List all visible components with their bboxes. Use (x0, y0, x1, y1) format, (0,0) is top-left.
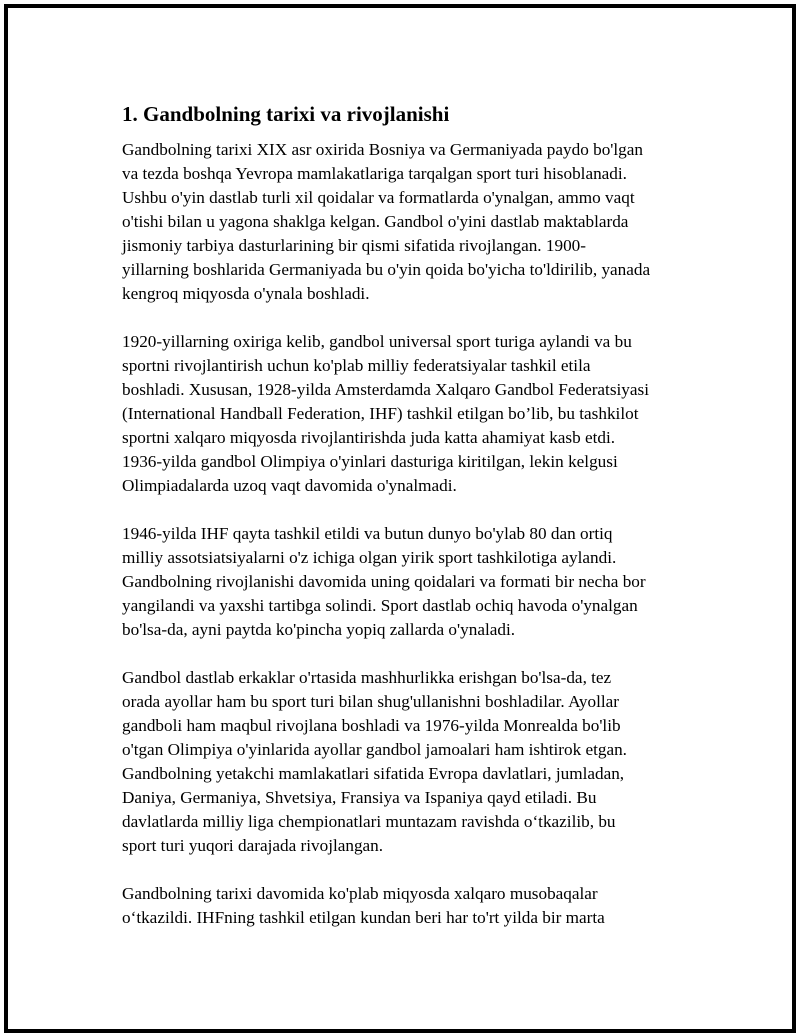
text-line: Olimpiadalarda uzoq vaqt davomida o'ynalmadi. (122, 476, 457, 495)
text-line: o'tishi bilan u yagona shaklga kelgan. Gandbol o'yini dastlab maktablarda (122, 212, 629, 231)
paragraph-international-competitions (122, 882, 682, 930)
text-line: Gandbolning tarixi XIX asr oxirida Bosniya va Germaniyada paydo bo'lgan (122, 140, 643, 159)
text-line: orada ayollar ham bu sport turi bilan shug'ullanishni boshladilar. Ayollar (122, 692, 619, 711)
text-line: Daniya, Germaniya, Shvetsiya, Fransiya va Ispaniya qayd etiladi. Bu (122, 788, 597, 807)
text-line: sportni rivojlantirish uchun ko'plab milliy federatsiyalar tashkil etila (122, 356, 591, 375)
text-line: milliy assotsiatsiyalarni o'z ichiga olgan yirik sport tashkilotiga aylandi. (122, 548, 617, 567)
text-line: (International Handball Federation, IHF) tashkil etilgan bo’lib, bu tashkilot (122, 404, 639, 423)
text-line: Gandbolning tarixi davomida ko'plab miqyosda xalqaro musobaqalar (122, 884, 598, 903)
text-line: sportni xalqaro miqyosda rivojlantirishda juda katta ahamiyat kasb etdi. (122, 428, 616, 447)
text-line: jismoniy tarbiya dasturlarining bir qismi sifatida rivojlangan. 1900- (122, 236, 586, 255)
text-line: kengroq miqyosda o'ynala boshladi. (122, 284, 370, 303)
text-line: 1946-yilda IHF qayta tashkil etildi va butun dunyo bo'ylab 80 dan ortiq (122, 524, 613, 543)
text-line: boshladi. Xususan, 1928-yilda Amsterdamda Xalqaro Gandbol Federatsiyasi (122, 380, 649, 399)
text-line: Gandbol dastlab erkaklar o'rtasida mashhurlikka erishgan bo'lsa-da, tez (122, 668, 612, 687)
paragraph-womens-handball (122, 666, 682, 858)
paragraph-federations (122, 330, 682, 498)
section-heading: 1. Gandbolning tarixi va rivojlanishi (122, 102, 450, 126)
text-line: sport turi yuqori darajada rivojlangan. (122, 836, 384, 855)
text-line: yillarning boshlarida Germaniyada bu o'yin qoida bo'yicha to'ldirilib, yanada (122, 260, 651, 279)
text-line: 1936-yilda gandbol Olimpiya o'yinlari dasturiga kiritilgan, lekin kelgusi (122, 452, 618, 471)
text-line: bo'lsa-da, ayni paytda ko'pincha yopiq zallarda o'ynaladi. (122, 620, 516, 639)
text-line: Gandbolning rivojlanishi davomida uning qoidalari va formati bir necha bor (122, 572, 646, 591)
text-line: o‘tkazildi. IHFning tashkil etilgan kundan beri har to'rt yilda bir marta (122, 908, 605, 927)
text-line: yangilandi va yaxshi tartibga solindi. Sport dastlab ochiq havoda o'ynalgan (122, 596, 638, 615)
paragraph-ihf-reorganization (122, 522, 682, 642)
paragraph-history-origins (122, 138, 682, 306)
text-line: gandboli ham maqbul rivojlana boshladi va 1976-yilda Monrealda bo'lib (122, 716, 621, 735)
text-line: Gandbolning yetakchi mamlakatlari sifatida Evropa davlatlari, jumladan, (122, 764, 625, 783)
text-line: o'tgan Olimpiya o'yinlarida ayollar gandbol jamoalari ham ishtirok etgan. (122, 740, 627, 759)
text-line: 1920-yillarning oxiriga kelib, gandbol universal sport turiga aylandi va bu (122, 332, 632, 351)
document-body (122, 100, 682, 954)
page-border (4, 4, 796, 1033)
text-line: Ushbu o'yin dastlab turli xil qoidalar va formatlarda o'ynalgan, ammo vaqt (122, 188, 635, 207)
text-line: davlatlarda milliy liga chempionatlari muntazam ravishda o‘tkazilib, bu (122, 812, 616, 831)
text-line: va tezda boshqa Yevropa mamlakatlariga tarqalgan sport turi hisoblanadi. (122, 164, 627, 183)
